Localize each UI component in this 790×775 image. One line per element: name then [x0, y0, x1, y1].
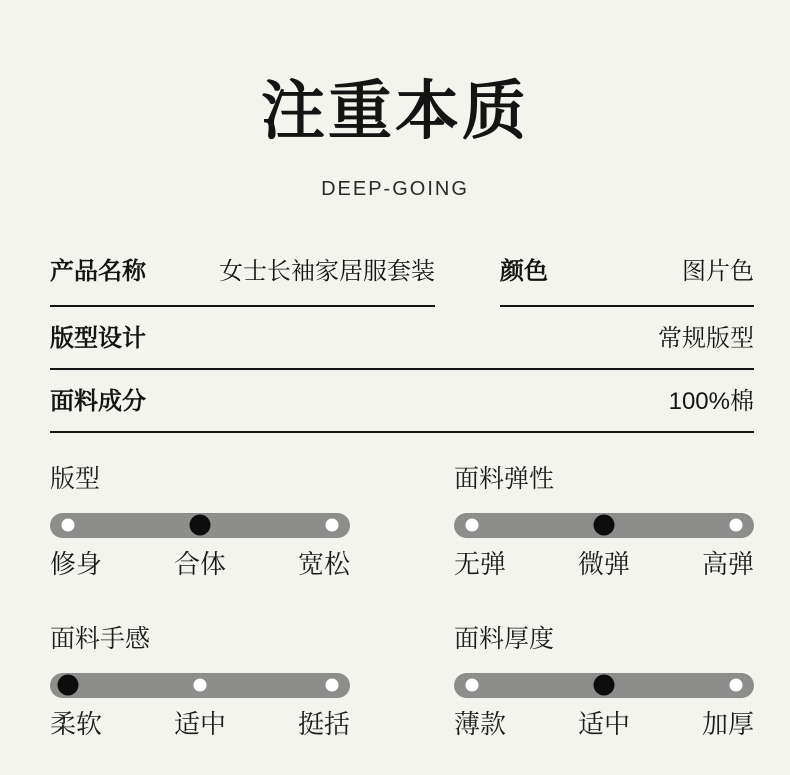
- slider-group-thickness: [454, 622, 754, 742]
- slider-labels: [454, 546, 754, 582]
- slider-dot: [326, 679, 339, 692]
- slider-option: 合体: [173, 548, 226, 579]
- slider-option: 微弹: [577, 548, 630, 579]
- slider-option: 薄款: [454, 708, 507, 739]
- slider-group-feel: [50, 622, 350, 742]
- slider-labels: [50, 706, 350, 742]
- spec-cell-color: [500, 255, 754, 307]
- spec-value-color: 图片色: [682, 257, 754, 285]
- slider-dot: [466, 519, 479, 532]
- slider-dot: [730, 679, 743, 692]
- spec-row-fabric-composition: [50, 385, 754, 433]
- slider-dot: [594, 515, 615, 536]
- slider-dot: [730, 519, 743, 532]
- header: [0, 0, 790, 203]
- spec-label-fabric-composition: 面料成分: [50, 387, 146, 415]
- slider-option: 柔软: [50, 708, 103, 739]
- slider-dot: [194, 679, 207, 692]
- page-subtitle: DEEP-GOING: [321, 177, 469, 200]
- slider-dot: [594, 675, 615, 696]
- spec-label-fit-design: 版型设计: [50, 324, 146, 352]
- spec-row-fit-design: [50, 322, 754, 370]
- page-title: 注重本质: [261, 75, 529, 147]
- slider-option: 适中: [173, 708, 226, 739]
- spec-cell-product-name: [50, 255, 435, 307]
- attribute-scales: [50, 462, 754, 742]
- slider-option: 宽松: [297, 548, 350, 579]
- spec-table: [50, 255, 754, 433]
- spec-row-name-color: [50, 255, 754, 307]
- spec-value-fabric-composition: 100%棉: [668, 387, 754, 415]
- slider-option: 加厚: [701, 708, 754, 739]
- slider-labels: [50, 546, 350, 582]
- slider-track: [454, 513, 754, 538]
- spec-label-product-name: 产品名称: [50, 257, 146, 285]
- slider-dot: [326, 519, 339, 532]
- slider-dot: [58, 675, 79, 696]
- slider-dot: [62, 519, 75, 532]
- slider-option: 修身: [50, 548, 103, 579]
- spec-value-fit-design: 常规版型: [658, 324, 754, 352]
- slider-track: [454, 673, 754, 698]
- slider-track: [50, 673, 350, 698]
- slider-dot: [190, 515, 211, 536]
- spec-value-product-name: 女士长袖家居服套装: [219, 257, 435, 285]
- slider-title-thickness: 面料厚度: [454, 624, 555, 653]
- slider-option: 适中: [577, 708, 630, 739]
- spec-label-color: 颜色: [500, 257, 548, 285]
- slider-group-fit: [50, 462, 350, 582]
- slider-title-elasticity: 面料弹性: [454, 464, 555, 493]
- slider-dot: [466, 679, 479, 692]
- slider-labels: [454, 706, 754, 742]
- slider-option: 无弹: [454, 548, 507, 579]
- slider-group-elasticity: [454, 462, 754, 582]
- slider-title-fit: 版型: [50, 464, 101, 493]
- slider-title-feel: 面料手感: [50, 624, 151, 653]
- slider-option: 挺括: [297, 708, 350, 739]
- slider-option: 高弹: [701, 548, 754, 579]
- slider-track: [50, 513, 350, 538]
